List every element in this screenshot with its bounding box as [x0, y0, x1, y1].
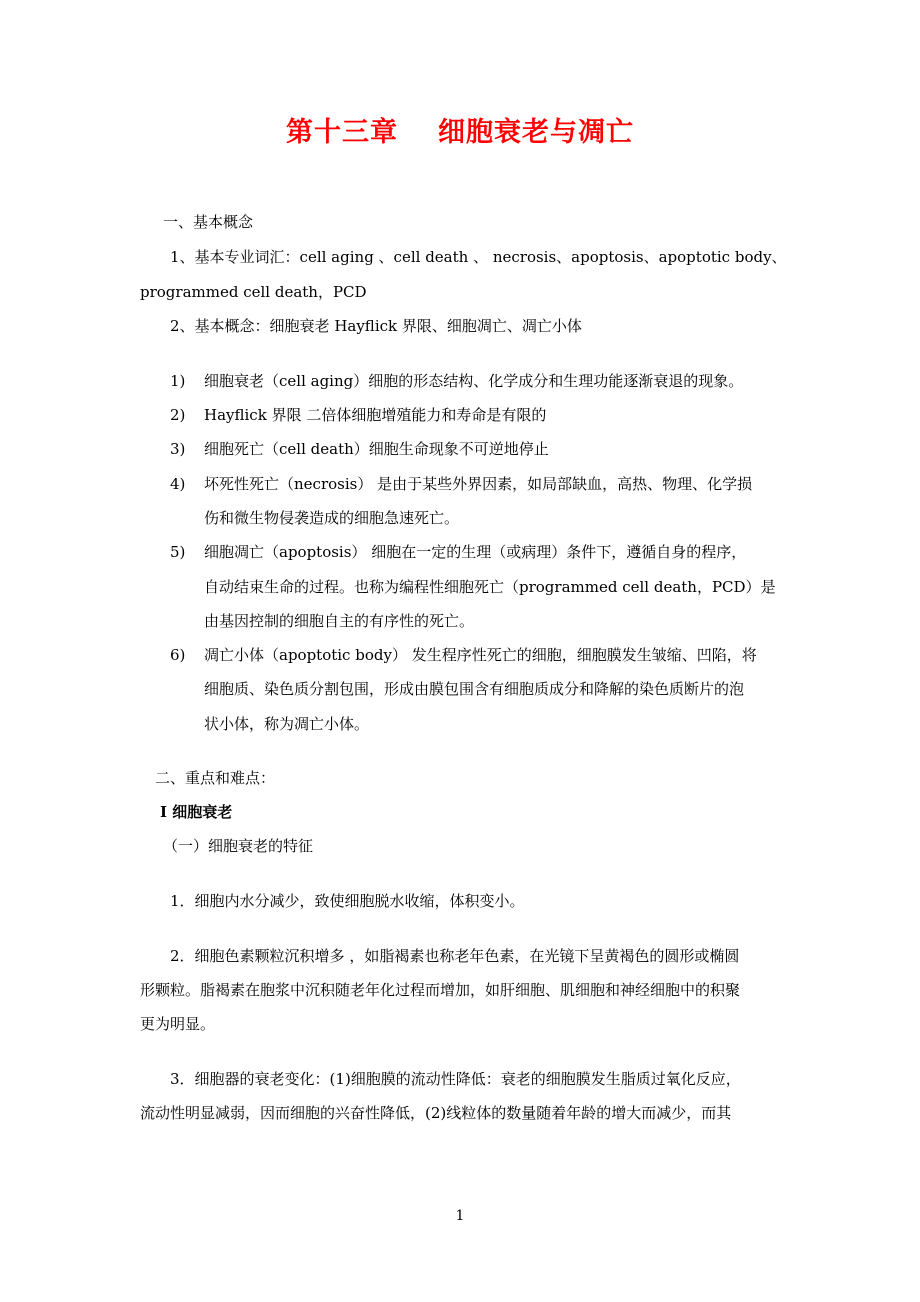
item-text: 细胞衰老（cell aging）细胞的形态结构、化学成分和生理功能逐渐衰退的现象。 — [204, 372, 744, 390]
subheading-features: （一）细胞衰老的特征 — [163, 837, 314, 855]
chapter-number: 第十三章 — [286, 117, 398, 148]
page-number: 1 — [455, 1208, 465, 1224]
chapter-title — [0, 110, 920, 149]
item-number: 5) — [170, 543, 186, 561]
subheading-cell-aging: I 细胞衰老 — [160, 803, 233, 821]
item-text: 凋亡小体（apoptotic body） 发生程序性死亡的细胞，细胞膜发生皱缩、凹陷，将 — [204, 646, 757, 664]
paragraph-1-line: 1．细胞内水分减少，致使细胞脱水收缩，体积变小。 — [170, 892, 525, 910]
vocab-line-1: 1、基本专业词汇：cell aging 、cell death 、 necrosis、apoptosis、apoptotic body、 — [170, 248, 787, 266]
item-number: 6) — [170, 646, 186, 664]
item-text: 坏死性死亡（necrosis） 是由于某些外界因素，如局部缺血，高热、物理、化学损 — [204, 475, 753, 493]
section2-heading: 二、重点和难点： — [155, 769, 276, 787]
item-text: 细胞凋亡（apoptosis） 细胞在一定的生理（或病理）条件下，遵循自身的程序， — [204, 543, 747, 561]
item-number: 1) — [170, 372, 186, 390]
item-text: 细胞死亡（cell death）细胞生命现象不可逆地停止 — [204, 440, 549, 458]
paragraph-3-line: 流动性明显减弱，因而细胞的兴奋性降低，(2)线粒体的数量随着年龄的增大而减少，而其 — [140, 1104, 732, 1122]
item-text: 自动结束生命的过程。也称为编程性细胞死亡（programmed cell death，PCD）是 — [204, 578, 776, 596]
section1-heading: 一、基本概念 — [163, 213, 254, 231]
paragraph-3-line: 3．细胞器的衰老变化：(1)细胞膜的流动性降低：衰老的细胞膜发生脂质过氧化反应， — [170, 1070, 741, 1088]
item-text: 状小体，称为凋亡小体。 — [204, 715, 370, 733]
item-number: 3) — [170, 440, 186, 458]
paragraph-2-line: 更为明显。 — [140, 1015, 216, 1033]
paragraph-2-line: 2．细胞色素颗粒沉积增多 ，如脂褐素也称老年色素，在光镜下呈黄褐色的圆形或椭圆 — [170, 947, 740, 965]
concepts-line: 2、基本概念：细胞衰老 Hayflick 界限、细胞凋亡、凋亡小体 — [170, 317, 582, 335]
paragraph-2-line: 形颗粒。脂褐素在胞浆中沉积随老年化过程而增加，如肝细胞、肌细胞和神经细胞中的积聚 — [140, 981, 741, 999]
item-number: 2) — [170, 406, 186, 424]
item-number: 4) — [170, 475, 186, 493]
item-text: Hayflick 界限 二倍体细胞增殖能力和寿命是有限的 — [204, 406, 547, 424]
item-text: 由基因控制的细胞自主的有序性的死亡。 — [204, 612, 475, 630]
chapter-name: 细胞衰老与凋亡 — [438, 117, 634, 148]
vocab-line-2: programmed cell death，PCD — [140, 283, 367, 301]
item-text: 细胞质、染色质分割包围，形成由膜包围含有细胞质成分和降解的染色质断片的泡 — [204, 680, 745, 698]
item-text: 伤和微生物侵袭造成的细胞急速死亡。 — [204, 509, 460, 527]
